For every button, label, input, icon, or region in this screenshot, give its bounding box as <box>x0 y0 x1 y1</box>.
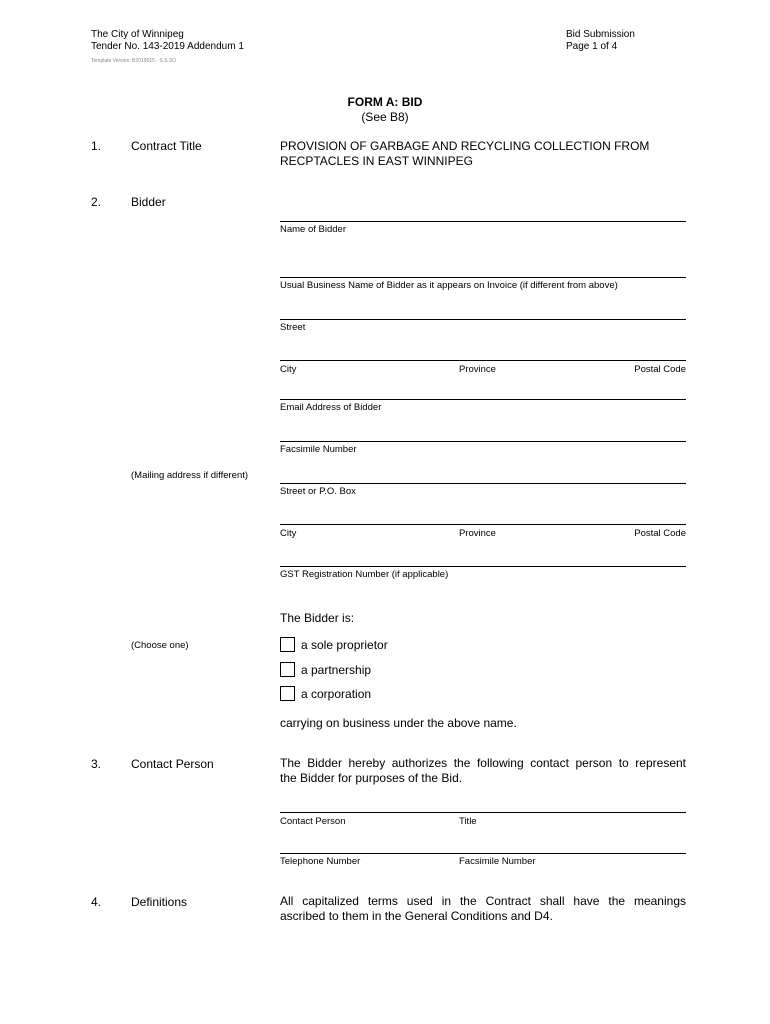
mailing-city-province-postal-field[interactable] <box>280 524 686 525</box>
corporation-label: a corporation <box>301 687 372 701</box>
section-4-title: Definitions <box>131 895 188 909</box>
header-page-number: Page 1 of 4 <box>566 41 618 52</box>
choose-one-note: (Choose one) <box>131 640 189 651</box>
telephone-label: Telephone Number <box>280 856 361 867</box>
contact-fax-label: Facsimile Number <box>459 856 536 867</box>
mailing-postal-code-label: Postal Code <box>634 528 686 539</box>
po-box-field[interactable] <box>280 483 686 484</box>
gst-field[interactable] <box>280 566 686 567</box>
section-2-number: 2. <box>91 195 102 209</box>
contact-paragraph-line-1: The Bidder hereby authorizes the following contact person to represent <box>280 756 686 770</box>
street-field[interactable] <box>280 319 686 320</box>
partnership-label: a partnership <box>301 663 372 677</box>
contact-title-label: Title <box>459 816 477 827</box>
province-label: Province <box>459 364 496 375</box>
business-name-field[interactable] <box>280 277 686 278</box>
header-org: The City of Winnipeg <box>91 29 184 40</box>
city-province-postal-field[interactable] <box>280 360 686 361</box>
section-3-title: Contact Person <box>131 757 214 771</box>
contact-person-paragraph <box>280 756 686 786</box>
header-doc-type: Bid Submission <box>566 29 635 40</box>
definitions-paragraph <box>280 894 686 924</box>
definitions-line-1: All capitalized terms used in the Contract shall have the meanings <box>280 894 686 908</box>
section-1-number: 1. <box>91 139 102 153</box>
partnership-checkbox[interactable] <box>280 662 295 677</box>
carrying-on-business-text: carrying on business under the above name. <box>280 716 517 730</box>
section-3-number: 3. <box>91 757 102 771</box>
contact-person-label: Contact Person <box>280 816 346 827</box>
sole-proprietor-label: a sole proprietor <box>301 638 388 652</box>
telephone-fax-field[interactable] <box>280 853 686 854</box>
fax-field[interactable] <box>280 441 686 442</box>
form-subtitle: (See B8) <box>361 110 409 124</box>
name-of-bidder-field[interactable] <box>280 221 686 222</box>
street-label: Street <box>280 322 306 333</box>
section-4-number: 4. <box>91 895 102 909</box>
email-label: Email Address of Bidder <box>280 402 382 413</box>
city-label: City <box>280 364 297 375</box>
section-1-title: Contract Title <box>131 139 202 153</box>
form-title: FORM A: BID <box>347 95 423 109</box>
section-2-title: Bidder <box>131 195 166 209</box>
postal-code-label: Postal Code <box>634 364 686 375</box>
sole-proprietor-checkbox[interactable] <box>280 637 295 652</box>
gst-label: GST Registration Number (if applicable) <box>280 569 449 580</box>
fax-label: Facsimile Number <box>280 444 357 455</box>
contact-person-field[interactable] <box>280 812 686 813</box>
mailing-province-label: Province <box>459 528 496 539</box>
template-version: Template Version: B2019015 - S.S.SO <box>91 58 177 64</box>
business-name-label: Usual Business Name of Bidder as it appears on Invoice (if different from above) <box>280 280 618 291</box>
po-box-label: Street or P.O. Box <box>280 486 356 497</box>
contract-title-line-1: PROVISION OF GARBAGE AND RECYCLING COLLECTION FROM <box>280 139 650 153</box>
contact-paragraph-line-2: the Bidder for purposes of the Bid. <box>280 771 463 785</box>
header-tender: Tender No. 143-2019 Addendum 1 <box>91 41 244 52</box>
email-field[interactable] <box>280 399 686 400</box>
corporation-checkbox[interactable] <box>280 686 295 701</box>
mailing-city-label: City <box>280 528 297 539</box>
name-of-bidder-label: Name of Bidder <box>280 224 347 235</box>
contract-title-line-2: RECPTACLES IN EAST WINNIPEG <box>280 154 473 168</box>
mailing-address-note: (Mailing address if different) <box>131 470 249 481</box>
definitions-line-2: ascribed to them in the General Conditions and D4. <box>280 909 553 923</box>
bidder-is-heading: The Bidder is: <box>280 611 355 625</box>
